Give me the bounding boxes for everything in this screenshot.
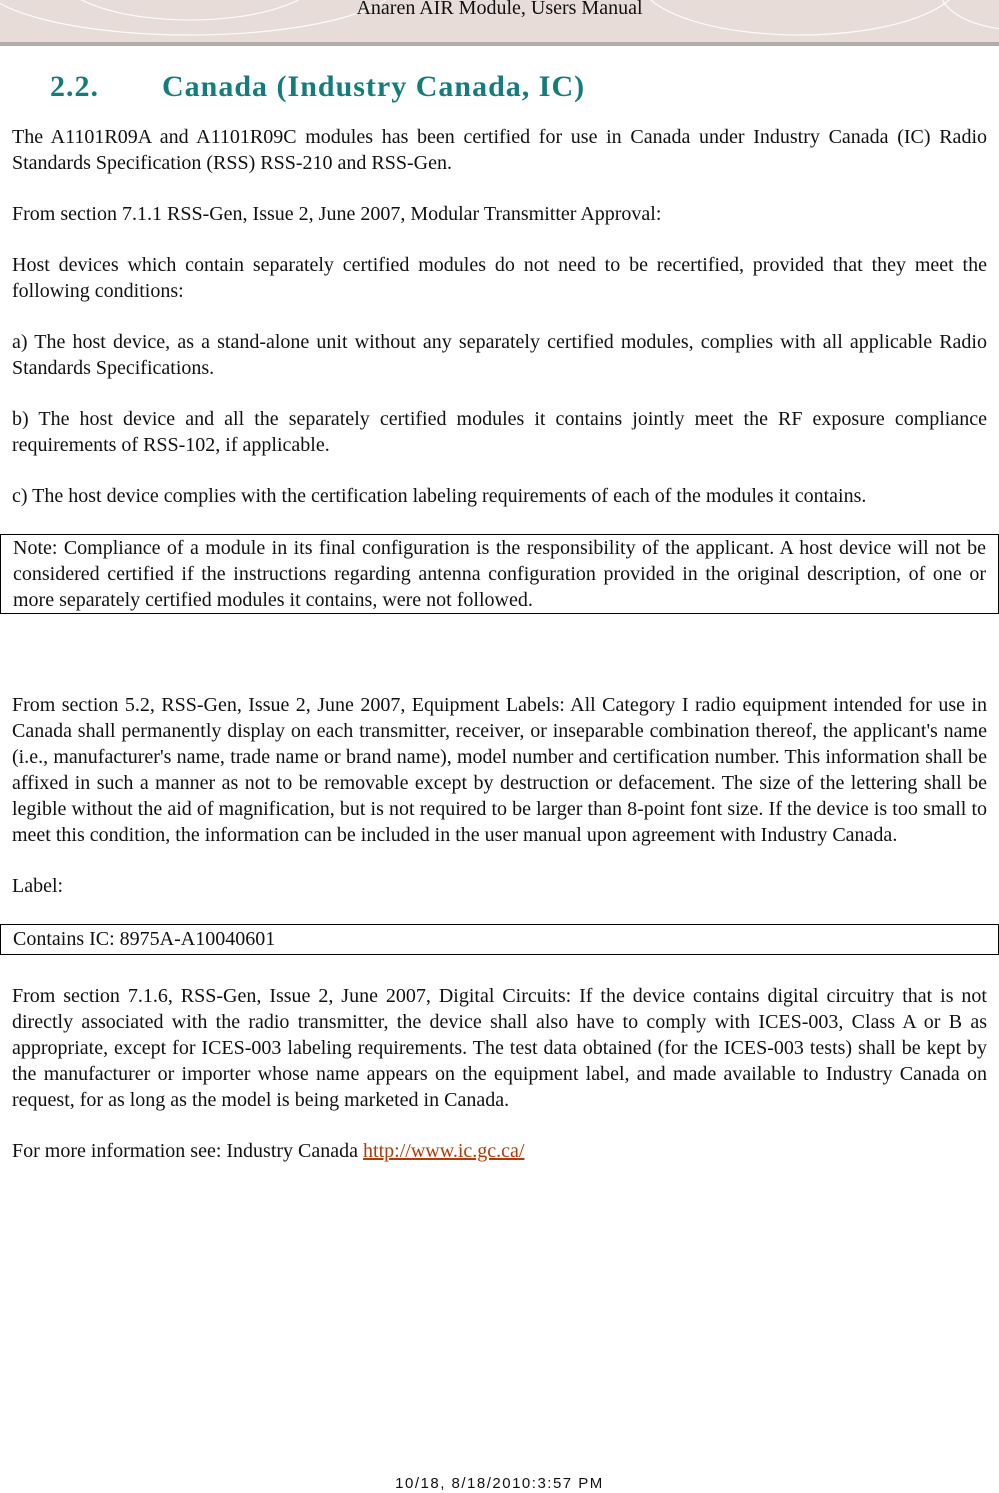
label-box: Contains IC: 8975A-A10040601 (0, 924, 999, 955)
condition-a: a) The host device, as a stand-alone unit without any separately certified modules, complies with all applicable Radio Standards Specifications. (12, 331, 987, 379)
note-box: Note: Compliance of a module in its final configuration is the responsibility of the applicant. A host device will not be considered certified if the instructions regarding antenna configuration provided in the original description, of one or more separately certified modules it contains, were not followed. (0, 534, 999, 614)
paragraph: From section 5.2, RSS-Gen, Issue 2, June 2007, Equipment Labels: All Category I radio equipment intended for use in Canada shall permanently display on each transmitter, receiver, or inseparable combination thereof, the applicant's name (i.e., manufacturer's name, trade name or brand name), model number and certification number. This information shall be affixed in such a manner as not to be removable except by destruction or defacement. The size of the lettering shall be legible without the aid of magnification, but is not required to be larger than 8-point font size. If the device is too small to meet this condition, the information can be included in the user manual upon agreement with Industry Canada. (12, 694, 987, 846)
section-number: 2.2. (50, 70, 99, 103)
condition-b: b) The host device and all the separately certified modules it contains jointly meet the RF exposure compliance requirements of RSS-102, if applicable. (12, 408, 987, 456)
paragraph: The A1101R09A and A1101R09C modules has been certified for use in Canada under Industry Canada (IC) Radio Standards Specification (RSS) RSS-210 and RSS-Gen. (12, 126, 987, 174)
paragraph: From section 7.1.6, RSS-Gen, Issue 2, June 2007, Digital Circuits: If the device contains digital circuitry that is not directly associated with the radio transmitter, the device shall also have to comply with ICES-003, Class A or B as appropriate, except for ICES-003 labeling requirements. The test data obtained (for the ICES-003 tests) shall be kept by the manufacturer or importer whose name appears on the equipment label, and made available to Industry Canada on request, for as long as the model is being marketed in Canada. (12, 985, 987, 1111)
section-heading (50, 70, 585, 104)
paragraph: Label: (12, 875, 64, 897)
condition-c: c) The host device complies with the certification labeling requirements of each of the modules it contains. (12, 485, 867, 507)
document-body (12, 124, 987, 1189)
header-title: Anaren AIR Module, Users Manual (356, 0, 643, 19)
page-footer: 10/18, 8/18/2010:3:57 PM (395, 1475, 604, 1492)
industry-canada-link[interactable]: http://www.ic.gc.ca/ (363, 1140, 525, 1162)
page-header (0, 0, 999, 46)
paragraph (12, 1138, 987, 1164)
paragraph: Host devices which contain separately certified modules do not need to be recertified, provided that they meet the following conditions: (12, 254, 987, 302)
section-title: Canada (Industry Canada, IC) (162, 70, 586, 103)
more-info-text: For more information see: Industry Canada (12, 1140, 364, 1162)
paragraph: From section 7.1.1 RSS-Gen, Issue 2, June 2007, Modular Transmitter Approval: (12, 203, 662, 225)
